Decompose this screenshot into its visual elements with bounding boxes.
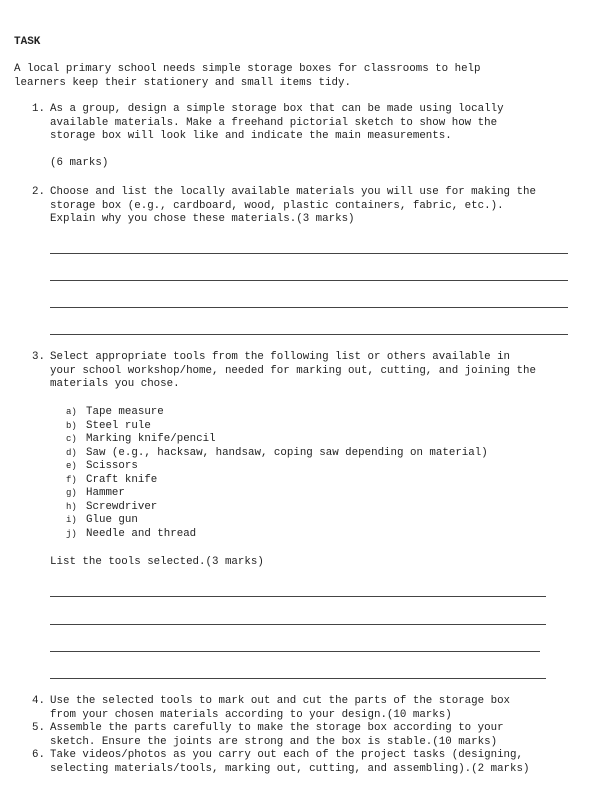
tool-name: Marking knife/pencil: [86, 433, 216, 445]
question-number: 4.: [32, 695, 45, 707]
answer-line[interactable]: [50, 307, 568, 308]
question-number: 5.: [32, 722, 45, 734]
tool-letter: i): [66, 515, 77, 525]
task-heading: TASK: [14, 36, 41, 48]
tool-item: [66, 474, 157, 488]
tool-letter: e): [66, 461, 77, 471]
question-text: Take videos/photos as you carry out each of the project tasks (designing, selecting materials/tools, marking out, cutting, and assembling).(2 marks): [50, 749, 530, 775]
answer-line[interactable]: [50, 651, 540, 652]
answer-line[interactable]: [50, 334, 568, 335]
tool-item: [66, 487, 125, 501]
tool-name: Needle and thread: [86, 527, 197, 540]
question-number: 6.: [32, 749, 45, 761]
answer-line[interactable]: [50, 253, 568, 254]
answer-line[interactable]: [50, 624, 546, 625]
question-text: As a group, design a simple storage box that can be made using locally available materials. Make a freehand pictorial sketch to show how the storage box will look like and indicate the main measurements.: [50, 103, 504, 142]
tool-name: Scissors: [86, 460, 138, 472]
tool-item: [66, 406, 164, 420]
question-1-marks: (6 marks): [50, 157, 109, 169]
tool-name: Steel rule: [86, 419, 151, 432]
tool-letter: f): [66, 474, 77, 485]
tool-name: Glue gun: [86, 514, 138, 526]
tool-item: [66, 433, 216, 447]
tool-letter: a): [66, 407, 77, 417]
tool-name: Tape measure: [86, 406, 164, 418]
question-text: Assemble the parts carefully to make the storage box according to your sketch. Ensure the joints are strong and the box is stable.(10 marks): [50, 722, 504, 748]
tool-name: Screwdriver: [86, 500, 158, 513]
question-number: 3.: [32, 351, 45, 363]
tool-letter: j): [66, 528, 77, 539]
tool-item: [66, 420, 151, 434]
tool-item: [66, 460, 138, 474]
answer-line[interactable]: [50, 280, 568, 281]
tool-letter: g): [66, 488, 77, 498]
question-text: Choose and list the locally available materials you will use for making the storage box (e.g., cardboard, wood, plastic containers, fabric, etc.). Explain why you chose these materials.(3 marks): [50, 186, 536, 225]
tool-letter: b): [66, 420, 77, 431]
question-number: 1.: [32, 103, 45, 115]
tool-letter: h): [66, 501, 77, 512]
tools-prompt: List the tools selected.(3 marks): [50, 556, 264, 568]
tool-name: Hammer: [86, 487, 125, 499]
question-text: Select appropriate tools from the following list or others available in your school workshop/home, needed for marking out, cutting, and joining the materials you chose.: [50, 351, 536, 390]
tool-item: [66, 447, 488, 461]
answer-line[interactable]: [50, 678, 546, 679]
tool-item: [66, 528, 196, 542]
tool-letter: d): [66, 447, 77, 458]
tool-item: [66, 514, 138, 528]
tool-letter: c): [66, 434, 77, 444]
tool-name: Saw (e.g., hacksaw, handsaw, coping saw depending on material): [86, 446, 488, 459]
task-intro: A local primary school needs simple storage boxes for classrooms to help learners keep their stationery and small items tidy.: [14, 63, 481, 89]
question-number: 2.: [32, 186, 45, 198]
tool-name: Craft knife: [86, 473, 158, 486]
answer-line[interactable]: [50, 596, 546, 597]
tool-item: [66, 501, 157, 515]
question-text: Use the selected tools to mark out and cut the parts of the storage box from your chosen materials according to your design.(10 marks): [50, 695, 511, 721]
